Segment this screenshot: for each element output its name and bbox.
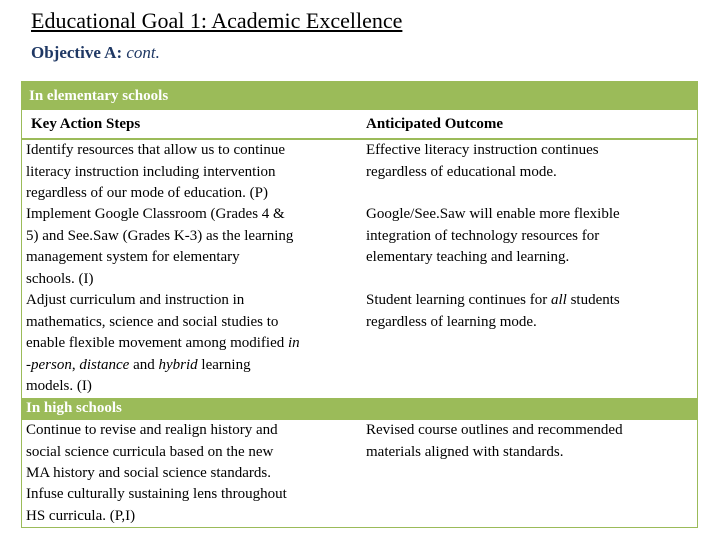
step-line: mathematics, science and social studies to [26,313,279,330]
step-emphasis: hybrid [158,356,198,373]
outcome-learning-mode [366,290,620,333]
step-adjust-curriculum [26,290,300,398]
step-literacy-resources [26,140,285,205]
outcome-line: Google/See.Saw will enable more flexible [366,206,620,222]
step-line: management system for elementary [26,249,240,265]
objective-label: Objective A: [31,43,123,62]
outcome-line: Effective literacy instruction continues [366,142,599,158]
outcome-technology [366,204,620,269]
step-line: Identify resources that allow us to continue [26,142,286,158]
step-text: learning [197,356,251,373]
step-line [26,333,300,355]
step-line: Continue to revise and realign history and [26,422,278,438]
step-line: models. (I) [26,378,92,394]
step-culturally-sustaining [26,484,287,527]
step-emphasis: -person [26,356,72,373]
step-text: , [71,356,80,373]
step-revise-curricula [26,420,278,485]
outcome-line: materials aligned with standards. [366,443,564,460]
outcome-line: integration of technology resources for [366,227,600,244]
objective-suffix: cont. [126,43,160,62]
outcome-literacy [366,140,599,183]
outcome-text: students [566,292,620,308]
column-header-steps: Key Action Steps [31,116,141,132]
action-table [21,81,698,528]
step-line: Infuse culturally sustaining lens throughout [26,486,287,502]
page-title: Educational Goal 1: Academic Excellence [31,8,403,33]
step-line: social science curricula based on the new [26,443,274,460]
step-line: Adjust curriculum and instruction in [26,292,245,308]
step-line: Implement Google Classroom (Grades 4 & [26,206,285,222]
outcome-line [366,290,620,312]
outcome-course-outlines [366,420,623,463]
column-header-outcome: Anticipated Outcome [366,116,504,132]
step-line: 5) and See.Saw (Grades K-3) as the learning [26,227,294,244]
section-high-school-header: In high schools [22,398,697,420]
objective-heading [31,43,160,63]
step-line: regardless of our mode of education. (P) [26,185,269,201]
outcome-line: regardless of educational mode. [366,163,557,180]
step-line [26,355,300,377]
step-line: HS curricula. (P,I) [26,507,136,524]
outcome-line: Revised course outlines and recommended [366,422,623,438]
outcome-line: regardless of learning mode. [366,313,537,330]
step-google-classroom [26,204,293,290]
step-emphasis: in [288,335,300,351]
outcome-line: elementary teaching and learning. [366,249,570,265]
step-text: enable flexible movement among modified [26,335,289,351]
outcome-emphasis: all [550,292,567,308]
section-elementary-header: In elementary schools [22,82,697,110]
step-text: and [129,356,159,373]
outcome-text: Student learning continues for [366,292,551,308]
step-line: MA history and social science standards. [26,465,271,481]
step-line: literacy instruction including intervention [26,163,276,180]
step-emphasis: distance [79,356,130,373]
step-line: schools. (I) [26,270,94,287]
